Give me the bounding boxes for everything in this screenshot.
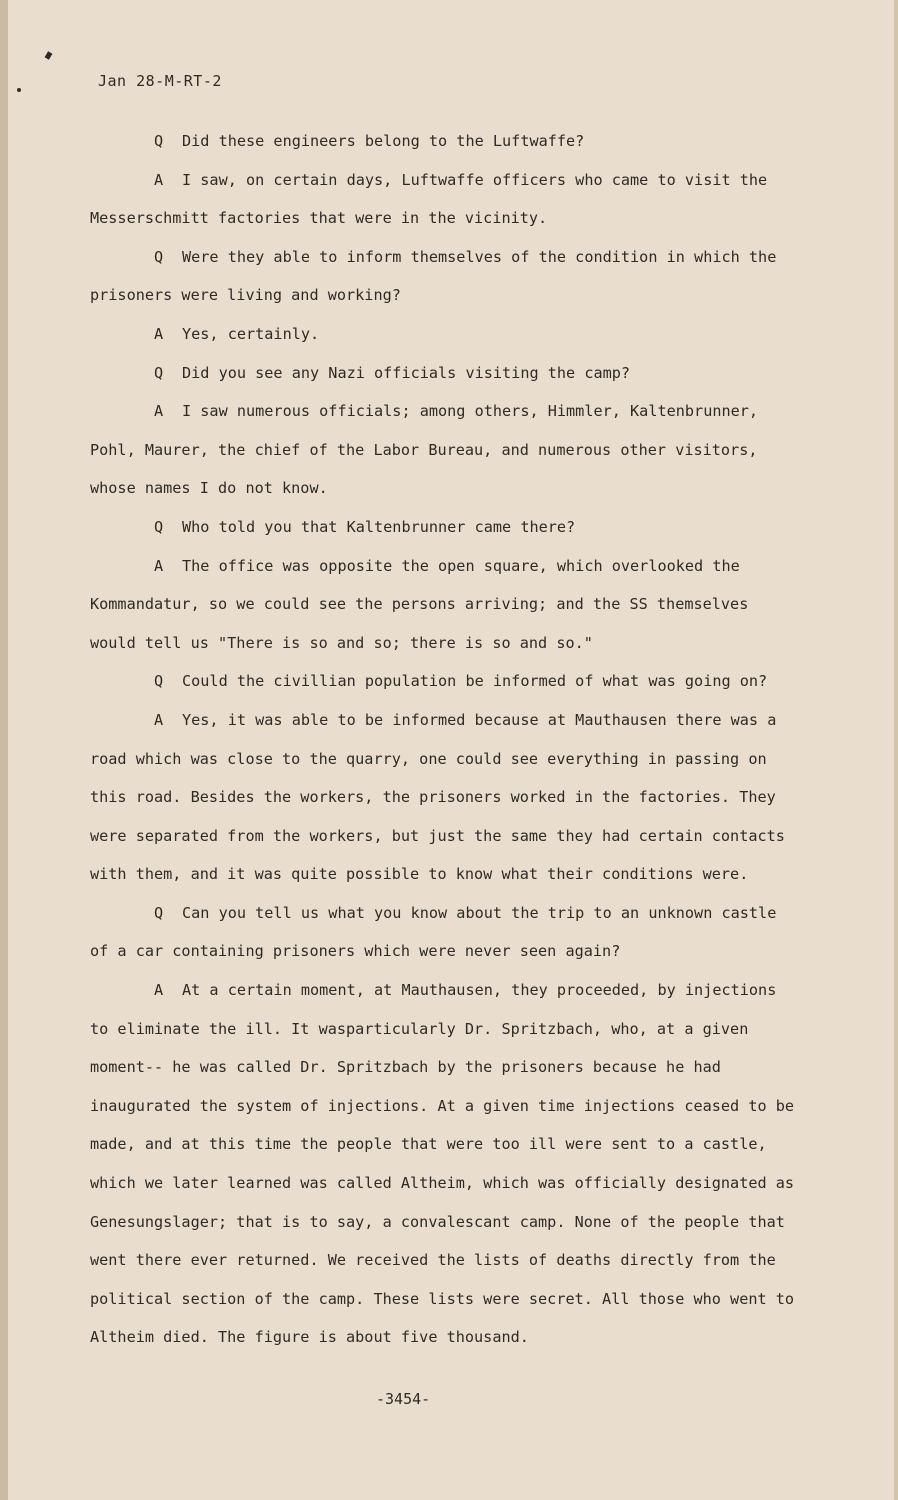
paragraph-text: At a certain moment, at Mauthausen, they proceeded, by injections to eliminate the ill. It wasparticularly Dr. Spritzbach, who, at a given moment-- he was called Dr. Spritzbach by the prisoners because he had inaugurated the system of injections. At a given time injections ceased to be made, and at this time the people that were too ill were sent to a castle, which we later learned was called Altheim, which was officially designated as Genesungslager; that is to say, a convalescant camp. None of the people that went there ever returned. We received the lists of deaths directly from the political section of the camp. These lists were secret. All those who went to Altheim died. The figure is about five thousand. <box>90 981 795 1347</box>
speaker-label: Q <box>154 903 164 922</box>
speaker-label: A <box>154 324 164 343</box>
paragraph-text: I saw, on certain days, Luftwaffe officers who came to visit the Messerschmitt factories that were in the vicinity. <box>90 170 768 228</box>
paragraph-text: I saw numerous officials; among others, Himmler, Kaltenbrunner, Pohl, Maurer, the chief of the Labor Bureau, and numerous other visitors, whose names I do not know. <box>90 402 759 498</box>
page-number: -3454- <box>376 1390 431 1408</box>
paragraph-text: Yes, it was able to be informed because at Mauthausen there was a road which was close to the quarry, one could see everything in passing on this road. Besides the workers, the prisoners worked in the factories. They were separated from the workers, but just the same they had certain contacts with them, and it was quite possible to know what their conditions were. <box>90 710 785 884</box>
paragraph-text: Can you tell us what you know about the trip to an unknown castle of a car containing prisoners which were never seen again? <box>90 903 777 961</box>
transcript-paragraph <box>90 122 802 161</box>
transcript-paragraph <box>90 547 802 663</box>
speaker-label: Q <box>154 672 164 691</box>
speaker-label: A <box>154 402 164 421</box>
transcript-paragraph <box>90 508 802 547</box>
speaker-label: A <box>154 170 164 189</box>
transcript-paragraph <box>90 701 802 894</box>
paragraph-text: Did you see any Nazi officials visiting the camp? <box>182 363 631 382</box>
transcript-body <box>90 122 802 1357</box>
paragraph-text: Who told you that Kaltenbrunner came there? <box>182 517 576 536</box>
transcript-paragraph <box>90 161 802 238</box>
document-reference: Jan 28-M-RT-2 <box>98 72 222 90</box>
ink-mark <box>45 51 53 60</box>
speaker-label: A <box>154 981 164 1000</box>
transcript-paragraph <box>90 315 802 354</box>
ink-mark <box>17 88 21 92</box>
transcript-paragraph <box>90 662 802 701</box>
speaker-label: A <box>154 556 164 575</box>
speaker-label: Q <box>154 363 164 382</box>
paragraph-text: Could the civillian population be informed of what was going on? <box>182 672 768 691</box>
speaker-label: Q <box>154 132 164 150</box>
speaker-label: Q <box>154 517 164 536</box>
paragraph-text: The office was opposite the open square, which overlooked the Kommandatur, so we could see the persons arriving; and the SS themselves would tell us "There is so and so; there is so and so." <box>90 556 749 652</box>
paragraph-text: Did these engineers belong to the Luftwaffe? <box>182 132 585 150</box>
transcript-paragraph <box>90 971 802 1357</box>
transcript-paragraph <box>90 392 802 508</box>
paragraph-text: Yes, certainly. <box>182 324 320 343</box>
transcript-paragraph <box>90 354 802 393</box>
transcript-paragraph <box>90 238 802 315</box>
paragraph-text: Were they able to inform themselves of the condition in which the prisoners were living and working? <box>90 247 777 305</box>
speaker-label: A <box>154 710 164 729</box>
transcript-paragraph <box>90 894 802 971</box>
speaker-label: Q <box>154 247 164 266</box>
